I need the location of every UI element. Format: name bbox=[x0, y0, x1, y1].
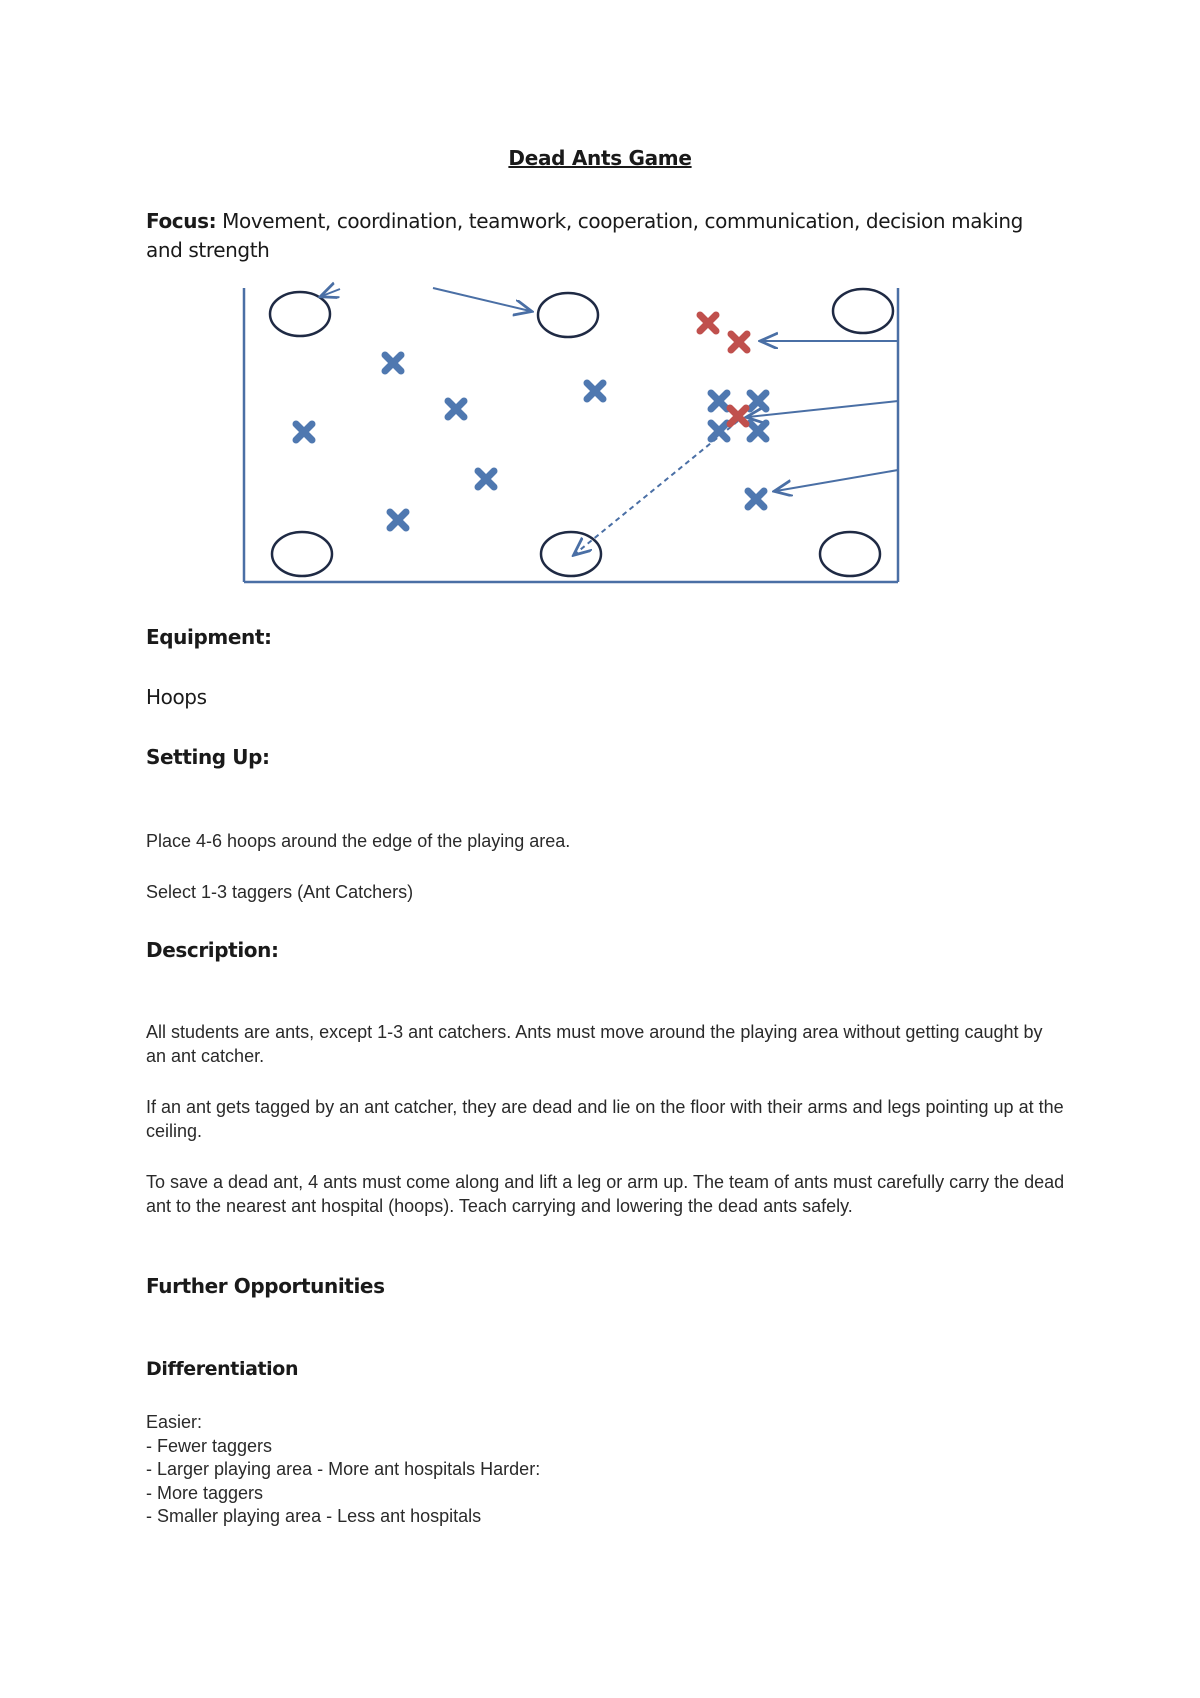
hoop bbox=[820, 532, 880, 576]
arrow bbox=[433, 288, 530, 311]
list-item: Easier: bbox=[146, 1412, 203, 1432]
list-item: - Larger playing area - More ant hospitals Harder: bbox=[146, 1459, 541, 1479]
setting-up-line: Select 1-3 taggers (Ant Catchers) bbox=[146, 882, 414, 902]
differentiation-heading: Differentiation bbox=[146, 1358, 299, 1380]
hoops bbox=[270, 289, 893, 576]
ant-marker bbox=[390, 512, 406, 528]
description-paragraph: To save a dead ant, 4 ants must come along and lift a leg or arm up. The team of ants must carefully carry the dead ant to the nearest ant hospital (hoops). Teach carrying and lowering the dead ants safely. bbox=[146, 1172, 1065, 1216]
arrow bbox=[776, 470, 898, 491]
ant-marker bbox=[385, 355, 401, 371]
ant-marker bbox=[587, 383, 603, 399]
description-paragraph: All students are ants, except 1-3 ant catchers. Ants must move around the playing area without getting caught by an ant catcher. bbox=[146, 1022, 1043, 1066]
hoop bbox=[538, 293, 598, 337]
hoop bbox=[272, 532, 332, 576]
ant-marker bbox=[750, 423, 766, 439]
arrow bbox=[322, 289, 340, 296]
ant-marker bbox=[296, 424, 312, 440]
hoop bbox=[833, 289, 893, 333]
setting-up-line: Place 4-6 hoops around the edge of the playing area. bbox=[146, 831, 571, 851]
ant-marker bbox=[750, 393, 766, 409]
list-item: - Fewer taggers bbox=[146, 1435, 273, 1456]
ant-marker bbox=[478, 471, 494, 487]
ant-marker bbox=[711, 393, 727, 409]
setting-up-heading: Setting Up: bbox=[146, 745, 270, 769]
ant-catcher-marker bbox=[731, 334, 747, 350]
description-paragraph: If an ant gets tagged by an ant catcher, they are dead and lie on the floor with their arms and legs pointing up at the ceiling. bbox=[146, 1097, 1064, 1141]
ant-catcher-marker bbox=[700, 315, 716, 331]
players bbox=[296, 315, 766, 528]
equipment-item: Hoops bbox=[146, 685, 207, 709]
list-item: - More taggers bbox=[146, 1482, 264, 1503]
arrow bbox=[748, 401, 898, 417]
focus-label: Focus: bbox=[146, 209, 217, 233]
further-opportunities-heading: Further Opportunities bbox=[146, 1274, 385, 1298]
ant-marker bbox=[711, 423, 727, 439]
playing-area-border bbox=[244, 288, 898, 582]
description-heading: Description: bbox=[146, 938, 279, 962]
game-diagram bbox=[0, 0, 1200, 600]
list-item: - Smaller playing area - Less ant hospitals bbox=[146, 1506, 482, 1526]
hoop bbox=[270, 292, 330, 336]
focus-text: Movement, coordination, teamwork, cooperation, communication, decision making and strength bbox=[146, 209, 1023, 262]
hoop bbox=[541, 532, 601, 576]
ant-marker bbox=[448, 401, 464, 417]
differentiation-list bbox=[146, 1411, 540, 1529]
equipment-heading: Equipment: bbox=[146, 625, 272, 649]
page-title: Dead Ants Game bbox=[508, 146, 692, 170]
ant-marker bbox=[748, 491, 764, 507]
